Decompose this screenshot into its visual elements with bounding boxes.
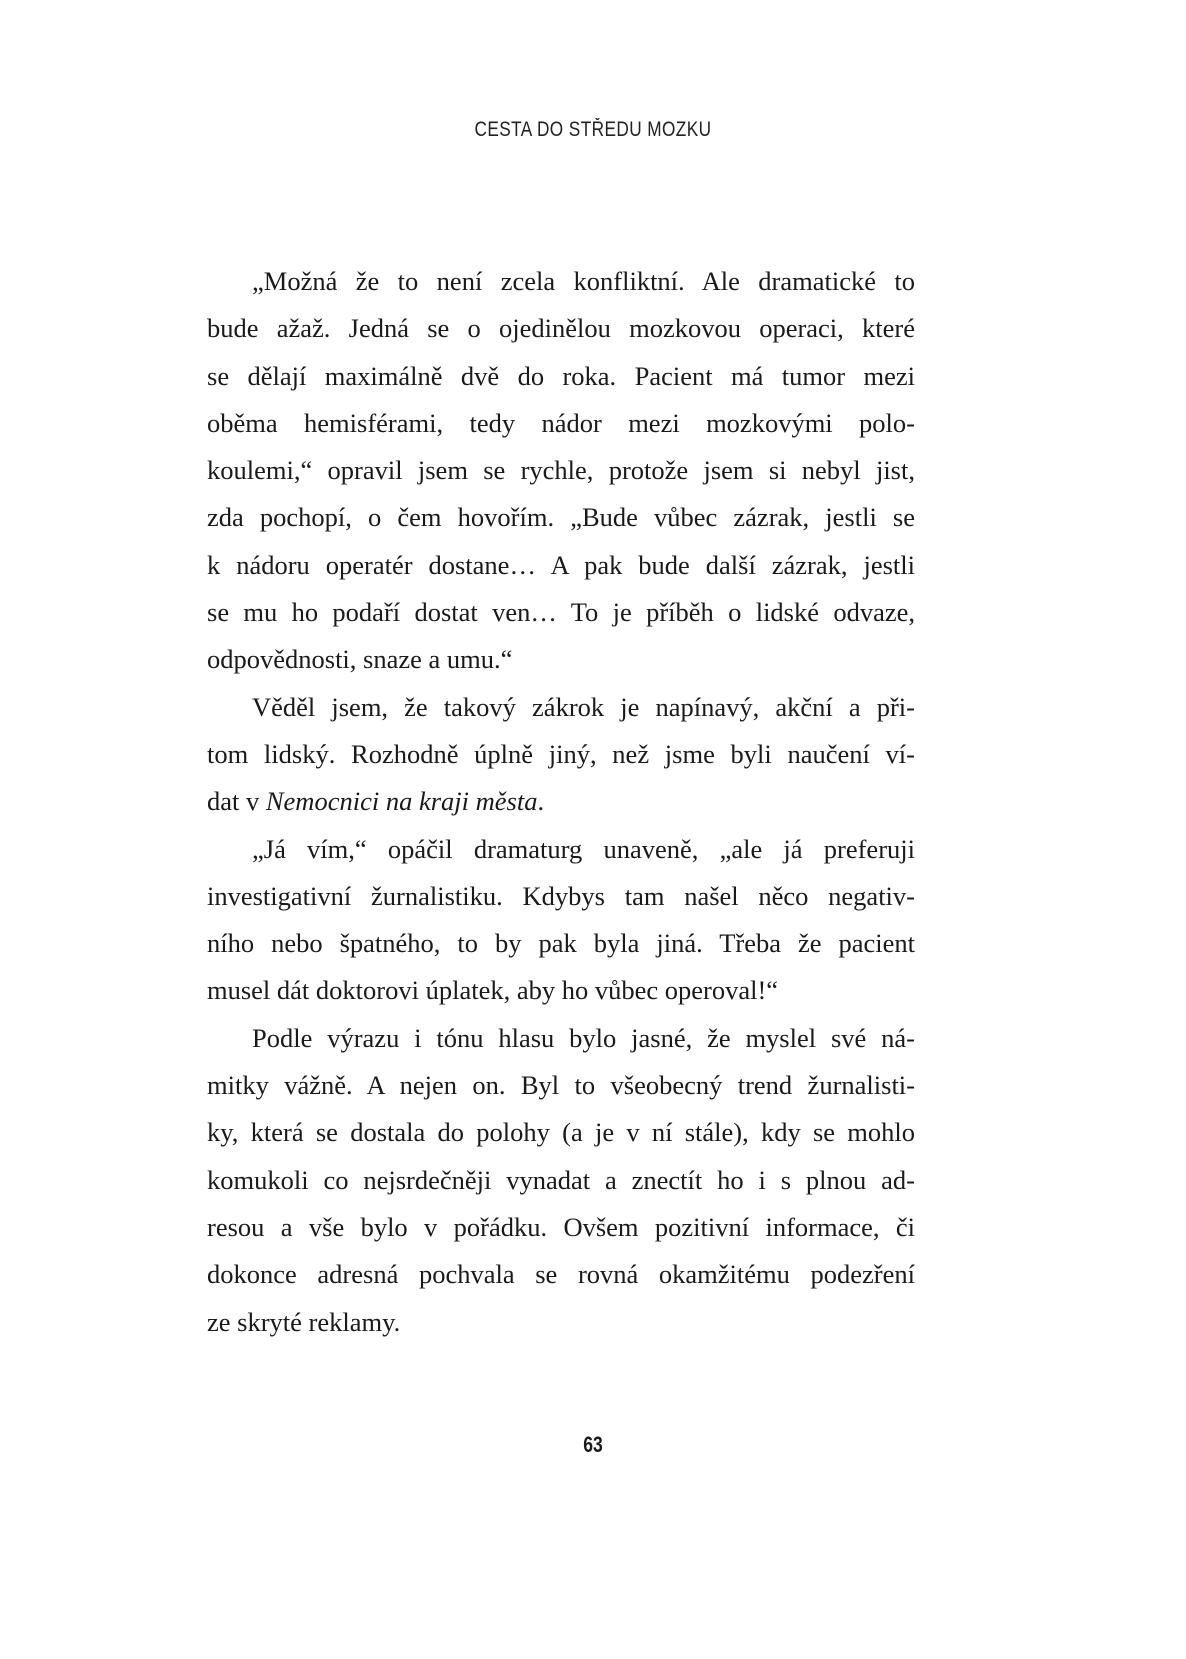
text-line: ze skryté reklamy. [207,1306,401,1337]
text-line: bude ažaž. Jedná se o ojedinělou mozkovou operaci, které [207,313,915,344]
paragraph [207,826,915,1015]
text-line: „Možná že to není zcela konfliktní. Ale dramatické to [252,266,915,296]
paragraph [207,258,915,684]
text-span: . [537,786,545,817]
text-line: tom lidský. Rozhodně úplně jiný, než jsme byli naučení ví- [207,738,915,769]
paragraph [207,1015,915,1346]
paragraph [207,684,915,826]
running-header: CESTA DO STŘEDU MOZKU [474,118,712,141]
text-line: oběma hemisférami, tedy nádor mezi mozkovými polo- [207,407,915,438]
text-line: k nádoru operatér dostane… A pak bude další zázrak, jestli [207,549,915,580]
text-line: resou a vše bylo v pořádku. Ovšem pozitivní informace, či [207,1211,915,1242]
text-line: mitky vážně. A nejen on. Byl to všeobecný trend žurnalisti- [207,1070,915,1101]
text-line: musel dát doktorovi úplatek, aby ho vůbec operoval!“ [207,975,779,1006]
text-span: dat v [207,786,266,817]
text-line: odpovědnosti, snaze a umu.“ [207,644,513,675]
text-line: Věděl jsem, že takový zákrok je napínavý, akční a při- [252,691,915,722]
text-line: „Já vím,“ opáčil dramaturg unaveně, „ale já preferuji [252,833,915,864]
text-line: komukoli co nejsrdečněji vynadat a znectít ho i s plnou ad- [207,1164,915,1195]
text-line: koulemi,“ opravil jsem se rychle, protože jsem si nebyl jist, [207,455,915,486]
text-line: zda pochopí, o čem hovořím. „Bude vůbec zázrak, jestli se [207,502,915,533]
text-line: Podle výrazu i tónu hlasu bylo jasné, že myslel své ná- [252,1022,915,1053]
text-line: investigativní žurnalistiku. Kdybys tam našel něco negativ- [207,880,915,911]
text-line [207,778,915,825]
italic-title: Nemocnici na kraji města [265,786,538,817]
text-line: ky, která se dostala do polohy (a je v ní stále), kdy se mohlo [207,1117,915,1148]
text-line: se dělají maximálně dvě do roka. Pacient má tumor mezi [207,360,915,391]
text-line: se mu ho podaří dostat ven… To je příběh o lidské odvaze, [207,597,915,628]
body-text [207,258,915,1346]
text-line: ního nebo špatného, to by pak byla jiná. Třeba že pacient [207,928,915,959]
page-number: 63 [583,1432,603,1457]
text-line: dokonce adresná pochvala se rovná okamžitému podezření [207,1259,915,1290]
